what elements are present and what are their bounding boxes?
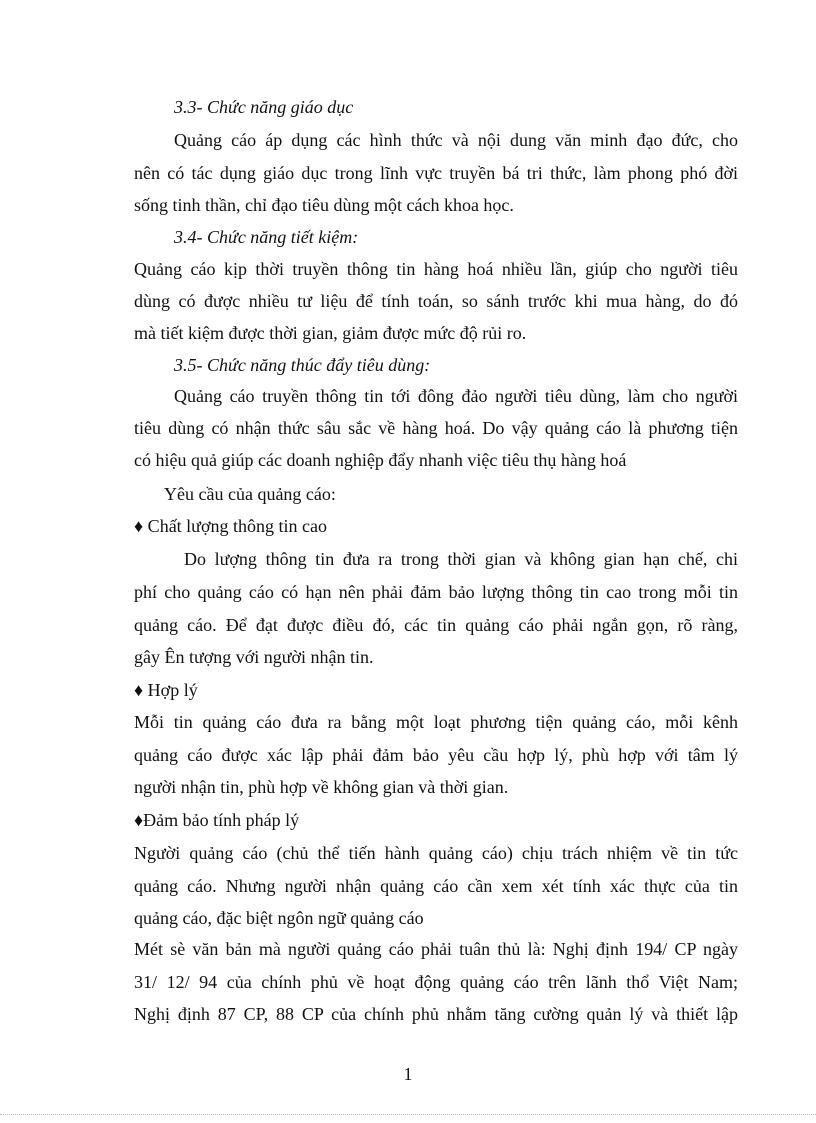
section-heading-3-5: 3.5- Chức năng thúc đẩy tiêu dùng: (174, 355, 431, 375)
paragraph-line: Do lượng thông tin đưa ra trong thời gian và không gian hạn chế, chi (184, 549, 738, 569)
paragraph-line: 31/ 12/ 94 của chính phủ về hoạt động quảng cáo trên lãnh thổ Việt Nam; (134, 972, 738, 992)
paragraph-line: Mét sè văn bản mà người quảng cáo phải tuân thủ là: Nghị định 194/ CP ngày (134, 939, 738, 959)
paragraph-line: Quảng cáo truyền thông tin tới đông đảo người tiêu dùng, làm cho người (174, 386, 738, 406)
page-number: 1 (403, 1064, 413, 1084)
page-bottom-divider (0, 1114, 816, 1115)
paragraph-line: quảng cáo. Nhưng người nhận quảng cáo cần xem xét tính xác thực của tin (134, 876, 738, 896)
requirements-title: Yêu cầu của quảng cáo: (164, 484, 336, 504)
bullet-heading-reasonable: ♦ Hợp lý (134, 680, 198, 700)
paragraph-line: quảng cáo, đặc biệt ngôn ngữ quảng cáo (134, 908, 424, 928)
paragraph-line: tiêu dùng có nhận thức sâu sắc về hàng hoá. Do vậy quảng cáo là phương tiện (134, 418, 738, 438)
section-heading-3-4: 3.4- Chức năng tiết kiệm: (174, 227, 359, 247)
paragraph-line: sống tinh thần, chỉ đạo tiêu dùng một cách khoa học. (134, 195, 514, 215)
paragraph-line: phí cho quảng cáo có hạn nên phải đảm bảo lượng thông tin cao trong mỗi tin (134, 582, 738, 602)
paragraph-line: có hiệu quả giúp các doanh nghiệp đẩy nhanh việc tiêu thụ hàng hoá (134, 450, 627, 470)
paragraph-line: Quảng cáo kịp thời truyền thông tin hàng hoá nhiều lần, giúp cho người tiêu (134, 259, 738, 279)
paragraph-line: dùng có được nhiều tư liệu để tính toán, so sánh trước khi mua hàng, do đó (134, 291, 738, 311)
bullet-heading-quality: ♦ Chất lượng thông tin cao (134, 516, 327, 536)
paragraph-line: quảng cáo được xác lập phải đảm bảo yêu cầu hợp lý, phù hợp với tâm lý (134, 745, 738, 765)
paragraph-line: gây Ên tượng với người nhận tin. (134, 647, 374, 667)
paragraph-line: quảng cáo. Để đạt được điều đó, các tin quảng cáo phải ngắn gọn, rõ ràng, (134, 615, 738, 635)
paragraph-line: người nhận tin, phù hợp về không gian và thời gian. (134, 777, 509, 797)
paragraph-line: nên có tác dụng giáo dục trong lĩnh vực truyền bá tri thức, làm phong phó đời (134, 163, 738, 183)
bullet-heading-legal: ♦Đảm bảo tính pháp lý (134, 810, 300, 830)
paragraph-line: Quảng cáo áp dụng các hình thức và nội dung văn minh đạo đức, cho (174, 130, 738, 150)
paragraph-line: Người quảng cáo (chủ thể tiến hành quảng cáo) chịu trách nhiệm về tin tức (134, 843, 738, 863)
paragraph-line: Nghị định 87 CP, 88 CP của chính phủ nhằm tăng cường quản lý và thiết lập (134, 1004, 738, 1024)
section-heading-3-3: 3.3- Chức năng giáo dục (174, 97, 354, 117)
paragraph-line: Mỗi tin quảng cáo đưa ra bằng một loạt phương tiện quảng cáo, mỗi kênh (134, 712, 738, 732)
paragraph-line: mà tiết kiệm được thời gian, giảm được mức độ rủi ro. (134, 323, 527, 343)
